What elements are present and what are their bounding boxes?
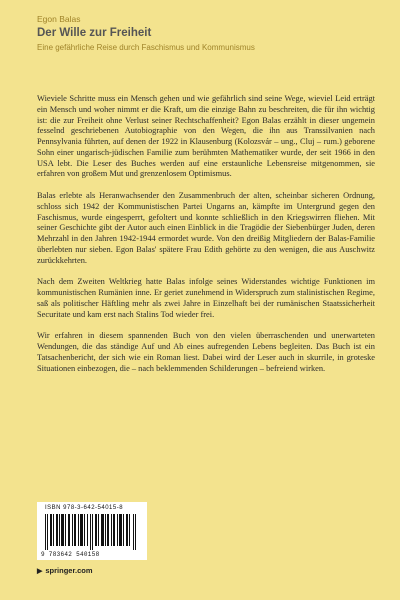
isbn-barcode	[37, 502, 147, 560]
blurb-paragraph: Nach dem Zweiten Weltkrieg hatte Balas infolge seines Widerstandes wichtige Funktionen im kommunistischen Rumänien inne. Er geriet zunehmend in Widerspruch zum stalinistischen Regime, saß als politischer Häftling mehr als zwei Jahre in Einzelhaft bei der rumänischen Staatssicherheit Securitate und kam erst nach Stalins Tod wieder frei.	[37, 277, 375, 319]
barcode-digits: 9 783642 540158	[41, 551, 100, 558]
barcode-bars-icon	[45, 514, 139, 550]
blurb-paragraph: Wir erfahren in diesem spannenden Buch von den vielen überraschenden und unerwarteten Wendungen, die das ständige Auf und Ab eines aufregenden Lebens begleiten. Das Buch ist ein Tatsachenbericht, der sich wie ein Roman liest. Dabei wird der Leser auch in skurrile, in groteske Situationen einbezogen, die – nach beklemmenden Schilderungen – befreiend wirken.	[37, 331, 375, 373]
blurb-text	[37, 94, 375, 385]
author-name: Egon Balas	[37, 14, 81, 24]
arrow-right-icon: ▶	[37, 567, 43, 575]
blurb-paragraph: Wieviele Schritte muss ein Mensch gehen und wie gefährlich sind seine Wege, wieviel Leid erträgt ein Mensch und woher nimmt er die Kraft, um die einzige Bahn zu beschreiten, die für ihn wichtig ist: die zur Freiheit ohne Verlust seiner Rechtschaffenheit? Egon Balas erzählt in dieser ungemein fesselnd geschriebenen Autobiographie von den Wegen, die ihn aus Transsilvanien nach Pennsylvania führten, auf denen der 1922 in Klausenburg (Kolozsvár – ung., Cluj – rum.) geborene Sohn einer ungarisch-jüdischen Familie zum berühmten Mathematiker wurde, der seit 1966 in den USA lebt. Die Leser des Buches werden auf eine erstaunliche Lebensreise mitgenommen, sie erfahren von großem Mut und grenzenlosem Optimismus.	[37, 94, 375, 179]
isbn-label: ISBN 978-3-642-54015-8	[45, 505, 124, 511]
book-subtitle: Eine gefährliche Reise durch Faschismus und Kommunismus	[37, 43, 255, 52]
publisher-url: springer.com	[45, 566, 93, 575]
blurb-paragraph: Balas erlebte als Heranwachsender den Zusammenbruch der alten, scheinbar sicheren Ordnung, schloss sich 1942 der Kommunistischen Partei Ungarns an, kämpfte im Untergrund gegen den Faschismus, wurde eingesperrt, gefoltert und konnte schließlich in den Kriegswirren fliehen. Mit seiner Geschichte gibt der Autor auch einen Einblick in die Tragödie der Siebenbürger Juden, deren Mehrzahl in den Jahren 1942-1944 ermordet wurde. Von den dreißig Mitgliedern der Balas-Familie überlebten nur sieben. Egon Balas' spätere Frau Edith gehörte zu den wenigen, die aus Auschwitz zurückkehrten.	[37, 191, 375, 265]
publisher-link[interactable]	[37, 566, 93, 575]
book-title: Der Wille zur Freiheit	[37, 27, 152, 39]
header	[37, 14, 377, 52]
